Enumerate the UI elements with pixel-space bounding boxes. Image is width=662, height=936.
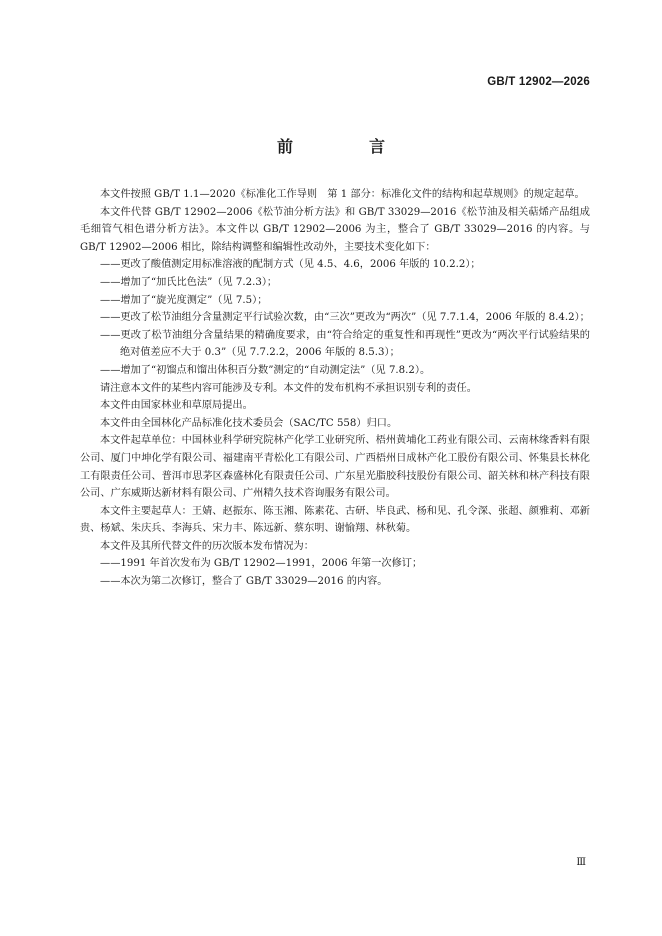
version-history-item: ——本次为第二次修订，整合了 GB/T 33029—2016 的内容。: [100, 576, 388, 588]
paragraph: 本文件按照 GB/T 1.1—2020《标准化工作导则 第 1 部分：标准化文件的结构和起草规则》的规定起草。: [100, 189, 585, 200]
change-list-item: ——更改了酸值测定用标准溶液的配制方式（见 4.5、4.6，2006 年版的 10.2.2）；: [100, 259, 481, 271]
drafting-units: 本文件起草单位：中国林业科学研究院林产化学工业研究所、梧州黄埔化工药业有限公司、云南林缘香料有限公司、厦门中坤化学有限公司、福建南平青松化工有限公司、广西梧州日成林产化工股份有限公司、怀集县长林化工有限责任公司、普洱市思茅区森盛林化有限责任公司、广东星光脂胶科技股份有限公司、韶关林和林产科技有限公司、广东威斯达新材料有限公司、广州精久技术咨询服务有限公司。: [80, 435, 590, 500]
proposer-statement: 本文件由国家林业和草原局提出。: [100, 400, 253, 412]
change-list-item: ——增加了“旋光度测定”（见 7.5）；: [100, 294, 268, 306]
paragraph: 本文件代替 GB/T 12902—2006《松节油分析方法》和 GB/T 33029—2016《松节油及相关萜烯产品组成 毛细管气相色谱分析方法》。本文件以 GB/T 12902—2006 为主，整合了 GB/T 33029—2016 的内容。与 GB/T 12902—2006 相比，除结构调整和编辑性改动外，主要技术变化如下：: [80, 206, 601, 253]
committee-statement: 本文件由全国林化产品标准化技术委员会（SAC/TC 558）归口。: [100, 417, 398, 429]
foreword-body: [80, 186, 601, 591]
change-list-item: ——更改了松节油组分含量结果的精确度要求，由“符合给定的重复性和再现性”更改为“两次平行试验结果的绝对值差应不大于 0.3”（见 7.7.2.2，2006 年版的 8.5.3）；: [100, 329, 590, 359]
change-list-item: ——增加了“初馏点和馏出体积百分数”测定的“自动测定法”（见 7.8.2）。: [100, 364, 431, 376]
page-title: 前 言: [276, 137, 415, 156]
version-history-intro: 本文件及其所代替文件的历次版本发布情况为：: [100, 540, 314, 552]
page-number: Ⅲ: [576, 857, 586, 868]
drafters: 本文件主要起草人：王婧、赵振东、陈玉湘、陈素花、古研、毕良武、杨和见、孔令深、张超、颜雅莉、邓新贵、杨斌、朱庆兵、李海兵、宋力丰、陈远新、蔡东明、谢愉翔、林秋菊。: [80, 505, 590, 535]
version-history-item: ——1991 年首次发布为 GB/T 12902—1991，2006 年第一次修订；: [100, 558, 423, 570]
standard-code: GB/T 12902—2026: [487, 76, 590, 88]
change-list-item: ——增加了“加氏比色法”（见 7.2.3）；: [100, 276, 278, 288]
patent-notice: 请注意本文件的某些内容可能涉及专利。本文件的发布机构不承担识别专利的责任。: [100, 382, 477, 394]
change-list-item: ——更改了松节油组分含量测定平行试验次数，由“三次”更改为“两次”（见 7.7.1.4，2006 年版的 8.4.2）；: [100, 312, 590, 324]
